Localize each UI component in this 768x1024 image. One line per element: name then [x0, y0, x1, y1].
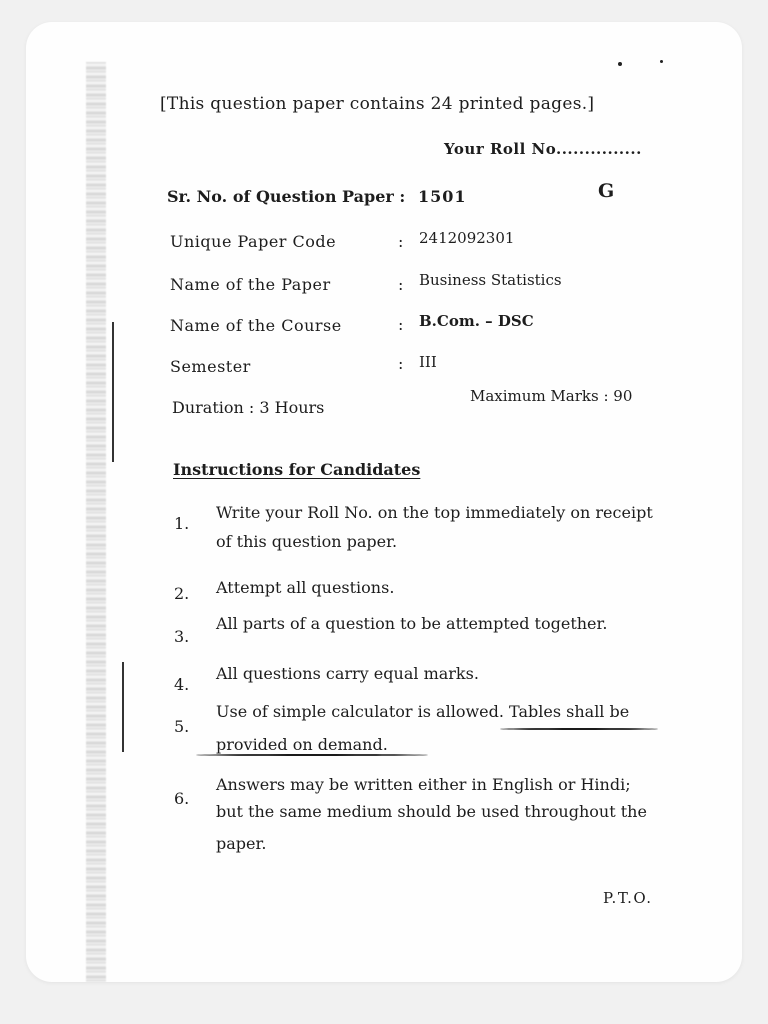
instruction-line: Attempt all questions.: [216, 578, 395, 597]
instruction-number: 5.: [174, 717, 190, 736]
paper-set-letter: G: [598, 180, 615, 202]
semester-colon: :: [398, 354, 404, 373]
unique-paper-code-colon: :: [398, 232, 404, 251]
instruction-number: 1.: [174, 514, 190, 533]
instruction-number: 2.: [174, 584, 190, 603]
instruction-line: All parts of a question to be attempted together.: [216, 614, 608, 633]
paper-name-label: Name of the Paper: [170, 275, 331, 294]
binding-mark: [112, 322, 114, 462]
pen-underline: [500, 728, 658, 730]
serial-number-label: Sr. No. of Question Paper :: [167, 187, 406, 206]
unique-paper-code-label: Unique Paper Code: [170, 232, 337, 251]
maximum-marks: Maximum Marks : 90: [470, 387, 633, 405]
instruction-number: 6.: [174, 789, 190, 808]
roll-number-field: Your Roll No...............: [444, 140, 642, 158]
instruction-line: paper.: [216, 834, 267, 853]
please-turn-over: P.T.O.: [603, 889, 653, 907]
instruction-line: All questions carry equal marks.: [216, 664, 479, 683]
instruction-line: Use of simple calculator is allowed. Tables shall be: [216, 702, 630, 721]
instruction-line: of this question paper.: [216, 532, 398, 551]
instruction-number: 3.: [174, 627, 190, 646]
course-name-label: Name of the Course: [170, 316, 342, 335]
instruction-line: provided on demand.: [216, 735, 388, 754]
instructions-title: Instructions for Candidates: [173, 460, 421, 479]
instruction-line: Answers may be written either in English or Hindi;: [216, 775, 631, 794]
speck: [660, 60, 663, 63]
instruction-number: 4.: [174, 675, 190, 694]
semester-value: III: [419, 353, 437, 371]
serial-number-value: 1501: [418, 187, 467, 206]
pen-underline: [196, 754, 428, 756]
instruction-line: Write your Roll No. on the top immediately on receipt: [216, 503, 653, 522]
instruction-line: but the same medium should be used throughout the: [216, 802, 647, 821]
paper-name-colon: :: [398, 275, 404, 294]
question-paper-page: [26, 22, 742, 982]
printed-pages-note: [This question paper contains 24 printed pages.]: [160, 94, 595, 114]
speck: [618, 62, 622, 66]
exam-duration: Duration : 3 Hours: [172, 398, 325, 417]
course-name-colon: :: [398, 315, 404, 334]
paper-name-value: Business Statistics: [419, 271, 562, 289]
course-name-value: B.Com. – DSC: [419, 312, 534, 330]
binding-shadow: [86, 62, 106, 982]
unique-paper-code-value: 2412092301: [419, 229, 515, 247]
semester-label: Semester: [170, 357, 251, 376]
binding-mark: [122, 662, 124, 752]
